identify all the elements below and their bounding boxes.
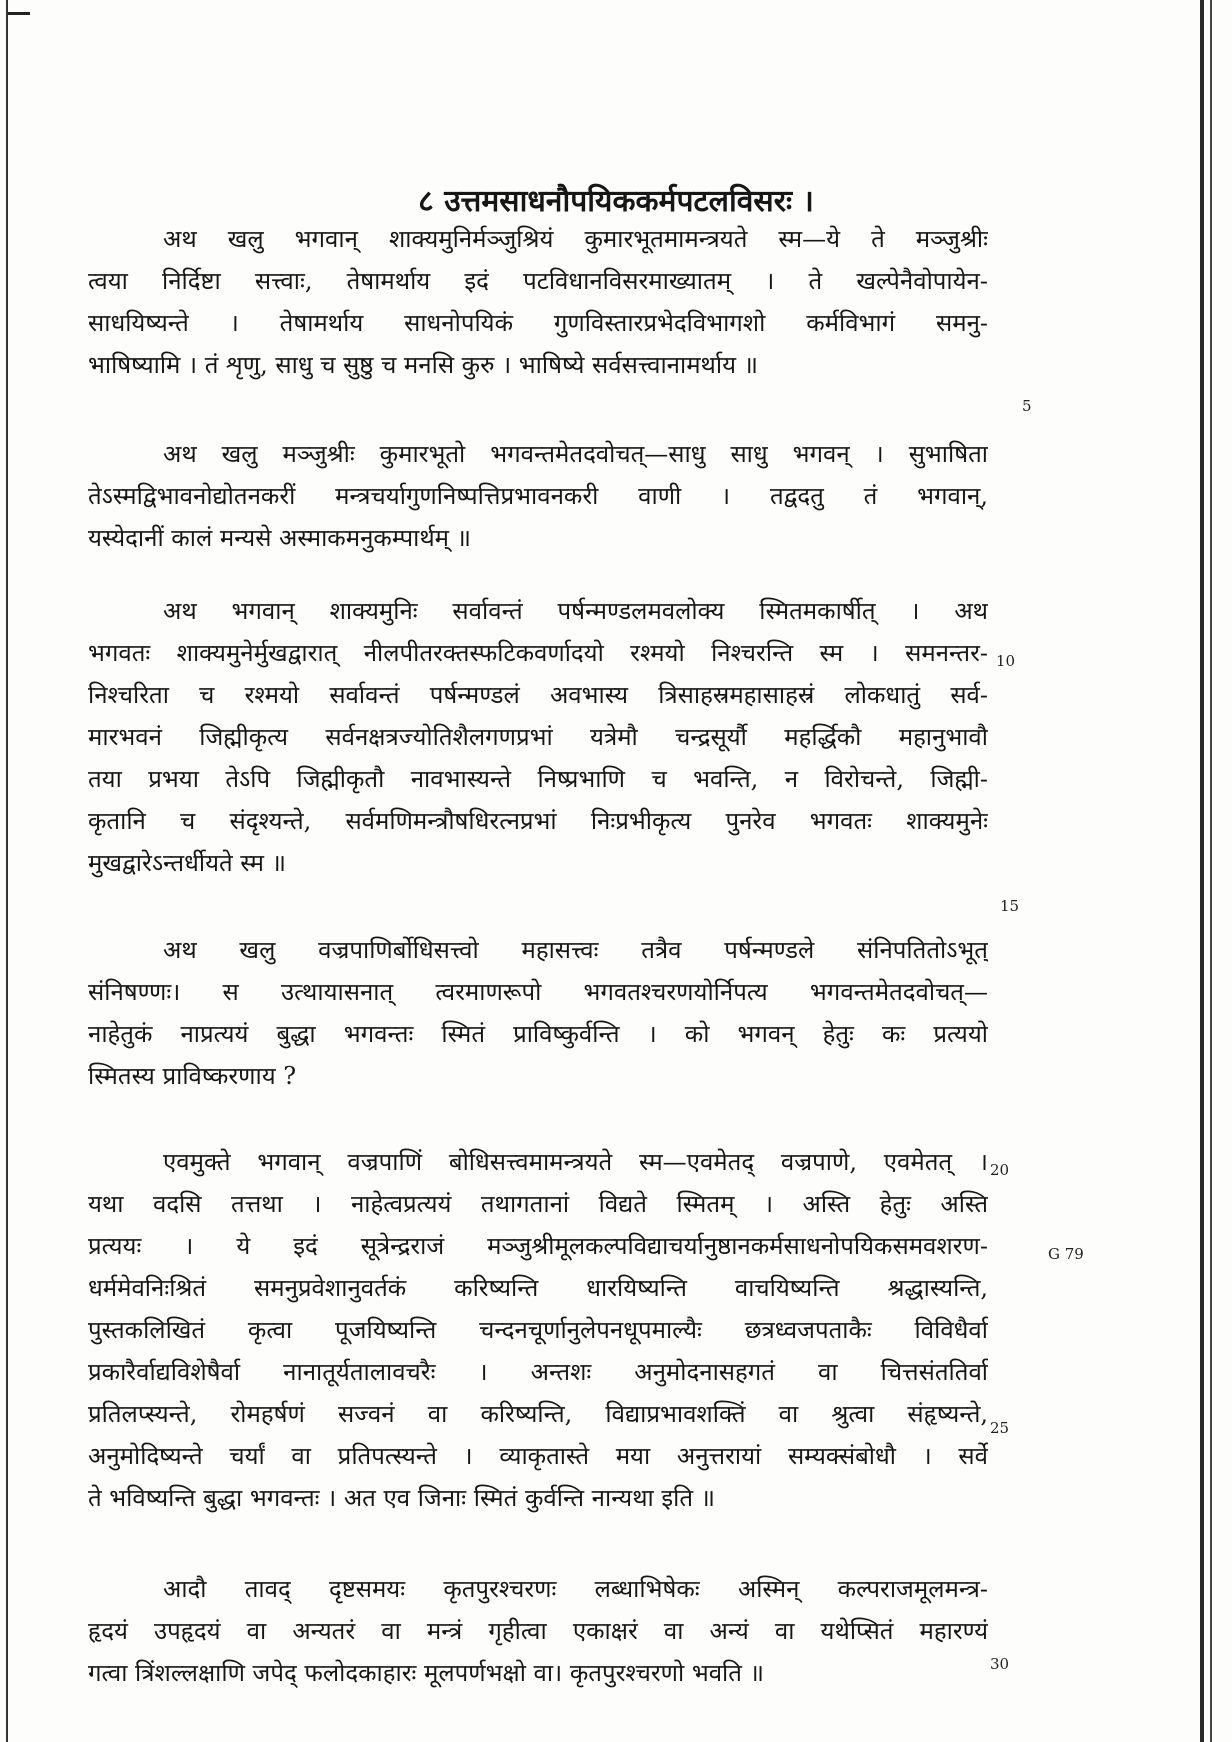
paragraph-4 [88, 929, 988, 1097]
text-line: नाहेतुकं नाप्रत्ययं बुद्धा भगवन्तः स्मितं प्राविष्कुर्वन्ति । को भगवन् हेतुः कः प्रत्ययो [88, 1020, 988, 1048]
top-left-dash [8, 12, 30, 15]
text-line: आदौ तावद् दृष्टसमयः कृतपुरश्चरणः लब्धाभिषेकः अस्मिन् कल्पराजमूलमन्त्र- [163, 1575, 988, 1603]
text-line: गत्वा त्रिंशल्लक्षाणि जपेद् फलोदकाहारः मूलपर्णभक्षो वा। कृतपुरश्चरणो भवति ॥ [88, 1659, 764, 1687]
text-line: निश्चरिता च रश्मयो सर्वावन्तं पर्षन्मण्डलं अवभास्य त्रिसाहस्रमहासाहस्रं लोकधातुं सर्व- [88, 681, 988, 709]
paragraph-2 [88, 433, 988, 559]
text-line: एवमुक्ते भगवान् वज्रपाणिं बोधिसत्त्वमामन्त्रयते स्म—एवमेतद् वज्रपाणे, एवमेतत् । [163, 1148, 988, 1176]
text-line: ते भविष्यन्ति बुद्धा भगवन्तः । अत एव जिनाः स्मितं कुर्वन्ति नान्यथा इति ॥ [88, 1484, 716, 1512]
text-line: हृदयं उपहृदयं वा अन्यतरं वा मन्त्रं गृहीत्वा एकाक्षरं वा अन्यं वा यथेप्सितं महारण्यं [88, 1617, 988, 1645]
text-line: प्रतिलप्स्यन्ते, रोमहर्षणं सज्वनं वा करिष्यन्ति, विद्याप्रभावशक्तिं वा श्रुत्वा संहृष्यन्ते, [88, 1400, 988, 1428]
line-number: 20 [990, 1161, 1010, 1179]
text-line: अथ खलु वज्रपाणिर्बोधिसत्त्वो महासत्त्वः तत्रैव पर्षन्मण्डले संनिपतितोऽभूत् [163, 936, 988, 964]
line-number: 10 [996, 652, 1016, 670]
text-line: अनुमोदिष्यन्ते चर्यां वा प्रतिपत्स्यन्ते । व्याकृतास्ते मया अनुत्तरायां सम्यक्संबोधौ । सर्वे [88, 1442, 988, 1470]
text-line: तेऽस्मद्विभावनोद्योतनकरीं मन्त्रचर्यागुणनिष्पत्तिप्रभावनकरी वाणी । तद्वदतु तं भगवान्, [88, 482, 988, 510]
line-number: 15 [1000, 897, 1020, 915]
paragraph-1 [88, 218, 988, 386]
text-line: अथ भगवान् शाक्यमुनिः सर्वावन्तं पर्षन्मण्डलमवलोक्य स्मितमकार्षीत् । अथ [163, 597, 988, 625]
text-line: त्वया निर्दिष्टा सत्त्वाः, तेषामर्थाय इदं पटविधानविसरमाख्यातम् । ते खल्पेनैवोपायेन- [88, 267, 988, 295]
text-line: अथ खलु मञ्जुश्रीः कुमारभूतो भगवन्तमेतदवोचत्—साधु साधु भगवन् । सुभाषिता [163, 440, 988, 468]
text-line: भाषिष्यामि । तं शृणु, साधु च सुष्ठु च मनसि कुरु । भाषिष्ये सर्वसत्त्वानामर्थाय ॥ [88, 351, 759, 379]
chapter-title: ८ उत्तमसाधनौपयिककर्मपटलविसरः । [418, 184, 814, 219]
text-line: यस्येदानीं कालं मन्यसे अस्माकमनुकम्पार्थम् ॥ [88, 524, 472, 552]
text-line: स्मितस्य प्राविष्करणाय ? [88, 1062, 297, 1090]
text-line: संनिषण्णः। स उत्थायासनात् त्वरमाणरूपो भगवतश्चरणयोर्निपत्य भगवन्तमेतदवोचत्— [88, 978, 988, 1006]
text-line: धर्ममेवनिःश्रितं समनुप्रवेशानुवर्तकं करिष्यन्ति धारयिष्यन्ति वाचयिष्यन्ति श्रद्धास्यन्ति, [88, 1274, 988, 1302]
left-margin-rule [6, 0, 8, 1742]
text-line: अथ खलु भगवान् शाक्यमुनिर्मञ्जुश्रियं कुमारभूतमामन्त्रयते स्म—ये ते मञ्जुश्रीः [163, 225, 988, 253]
paragraph-5 [88, 1141, 988, 1519]
text-line: मारभवनं जिह्मीकृत्य सर्वनक्षत्रज्योतिशैलगणप्रभां यत्रेमौ चन्द्रसूर्यौ महर्द्धिकौ महानुभावौ [88, 723, 988, 751]
line-number: 25 [990, 1419, 1010, 1437]
text-line: पुस्तकलिखितं कृत्वा पूजयिष्यन्ति चन्दनचूर्णानुलेपनधूपमाल्यैः छत्रध्वजपताकैः विविधैर्वा [88, 1316, 988, 1344]
text-line: तया प्रभया तेऽपि जिह्मीकृतौ नावभास्यन्ते निष्प्रभाणि च भवन्ति, न विरोचन्ते, जिह्मी- [88, 765, 988, 793]
text-line: कृतानि च संदृश्यन्ते, सर्वमणिमन्त्रौषधिरत्नप्रभां निःप्रभीकृत्य पुनरेव भगवतः शाक्यमुनेः [88, 807, 988, 835]
right-margin-rule-inner [1210, 0, 1212, 1742]
line-number: 30 [990, 1655, 1010, 1673]
text-line: भगवतः शाक्यमुनेर्मुखद्वारात् नीलपीतरक्तस्फटिकवर्णादयो रश्मयो निश्चरन्ति स्म । समनन्तर- [88, 639, 988, 667]
text-line: साधयिष्यन्ते । तेषामर्थाय साधनोपयिकं गुणविस्तारप्रभेदविभागशो कर्मविभागं समनु- [88, 309, 988, 337]
right-margin-rule [1200, 0, 1204, 1742]
line-number: 5 [1022, 397, 1032, 415]
text-line: प्रकारैर्वाद्यविशेषैर्वा नानातूर्यतालावचरैः । अन्तशः अनुमोदनासहगतं वा चित्तसंततिर्वा [88, 1358, 988, 1386]
paragraph-6 [88, 1568, 988, 1694]
text-line: प्रत्ययः । ये इदं सूत्रेन्द्रराजं मञ्जुश्रीमूलकल्पविद्याचर्यानुष्ठानकर्मसाधनोपयिकसमवशरण- [88, 1232, 988, 1260]
text-line: मुखद्वारेऽन्तर्धीयते स्म ॥ [88, 849, 286, 877]
margin-reference: G 79 [1048, 1245, 1084, 1263]
paragraph-3 [88, 590, 988, 884]
text-line: यथा वदसि तत्तथा । नाहेत्वप्रत्ययं तथागतानां विद्यते स्मितम् । अस्ति हेतुः अस्ति [88, 1190, 988, 1218]
